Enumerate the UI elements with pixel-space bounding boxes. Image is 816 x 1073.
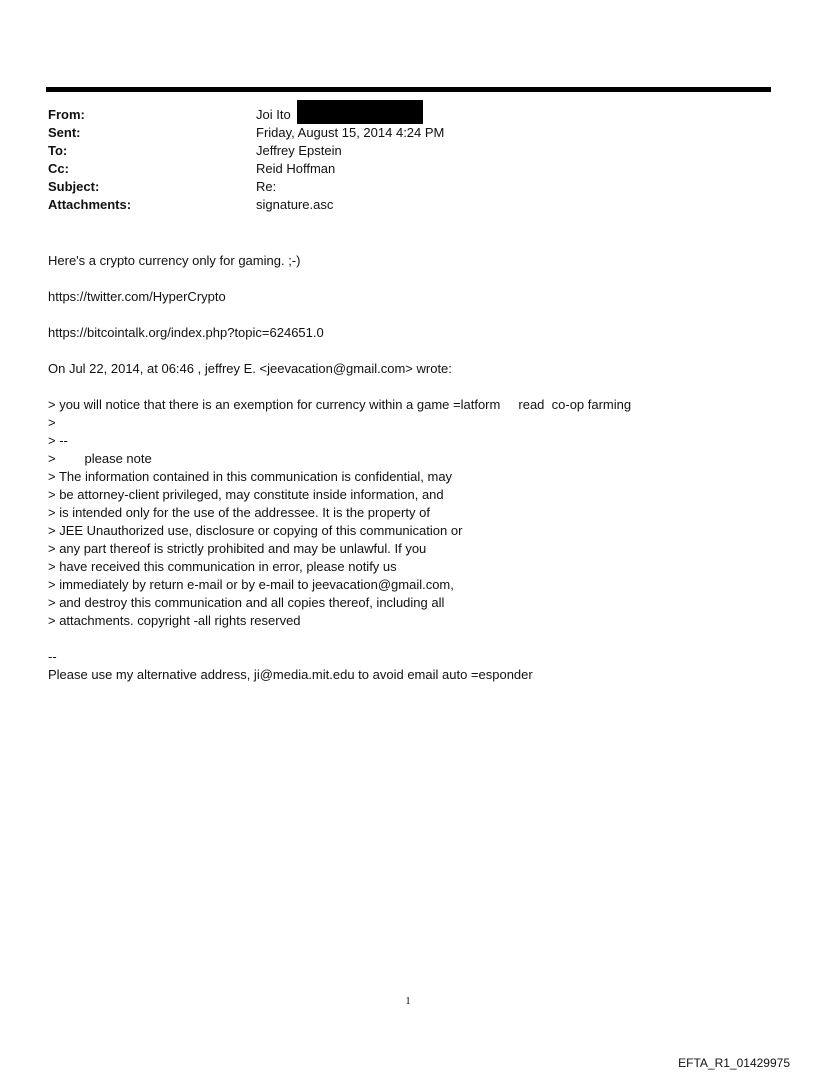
quoted-line: > is intended only for the use of the addressee. It is the property of [48,505,430,520]
cc-value: Reid Hoffman [256,161,336,176]
attachments-label: Attachments: [48,197,132,212]
document-id: EFTA_R1_01429975 [678,1056,790,1070]
to-value: Jeffrey Epstein [256,143,342,158]
quoted-line: > [48,415,56,430]
email-body [48,252,778,684]
from-name: Joi Ito [256,107,291,122]
subject-label: Subject: [48,179,100,194]
quoted-line: > The information contained in this communication is confidential, may [48,469,453,484]
page-number: 1 [405,995,411,1007]
quoted-line: > JEE Unauthorized use, disclosure or copying of this communication or [48,523,463,538]
to-label: To: [48,143,68,158]
quoted-line: > and destroy this communication and all copies thereof, including all [48,595,445,610]
quoted-line: > immediately by return e-mail or by e-mail to jeevacation@gmail.com, [48,577,454,592]
subject-value: Re: [256,179,277,194]
quote-intro: On Jul 22, 2014, at 06:46 , jeffrey E. <jeevacation@gmail.com> wrote: [48,361,452,376]
from-value [256,106,423,124]
from-label: From: [48,107,85,122]
quoted-line: > have received this communication in error, please notify us [48,559,397,574]
quoted-line: > please note [48,451,152,466]
redaction-block [297,100,423,124]
quoted-line: > be attorney-client privileged, may constitute inside information, and [48,487,444,502]
signature-text: Please use my alternative address, ji@media.mit.edu to avoid email auto =esponder [48,667,533,682]
sent-label: Sent: [48,125,81,140]
quoted-line: > any part thereof is strictly prohibited and may be unlawful. If you [48,541,427,556]
bitcointalk-link[interactable]: https://bitcointalk.org/index.php?topic=624651.0 [48,325,324,340]
attachments-value: signature.asc [256,197,334,212]
body-text: Here's a crypto currency only for gaming. ;-) [48,253,301,268]
quoted-line: > -- [48,433,68,448]
quoted-line: > attachments. copyright -all rights reserved [48,613,301,628]
sent-value: Friday, August 15, 2014 4:24 PM [256,125,445,140]
header-divider [46,87,771,92]
cc-label: Cc: [48,161,69,176]
signature-separator: -- [48,649,57,664]
twitter-link[interactable]: https://twitter.com/HyperCrypto [48,289,226,304]
quoted-line: > you will notice that there is an exemption for currency within a game =latform read co-op farming [48,397,632,412]
